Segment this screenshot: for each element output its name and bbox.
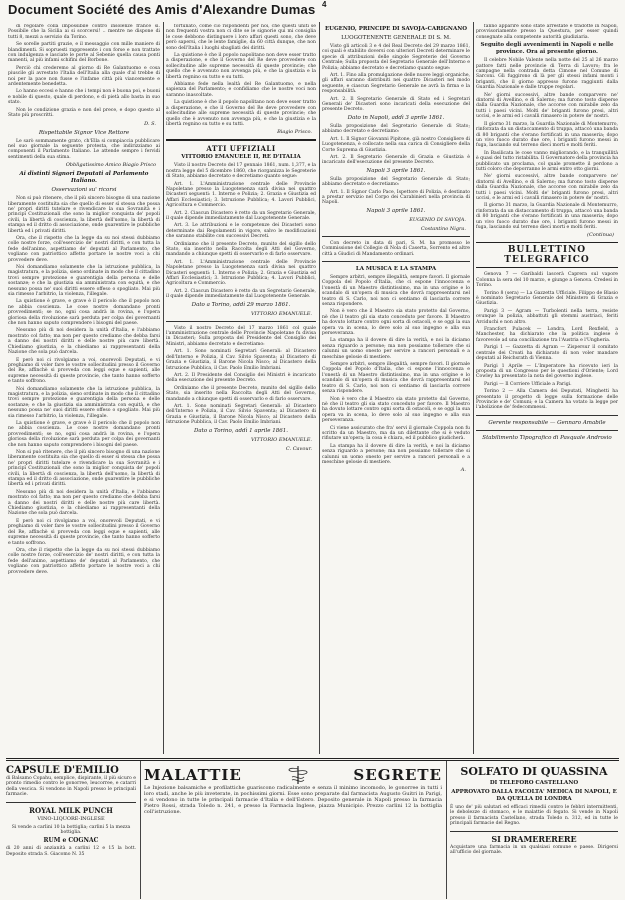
article-title: Seguito degli avvenimenti in Napoli e nelle province. Ora ai presente giorno. — [480, 42, 614, 56]
paragraph: Ordiniamo che il presente Decreto, munito del sigillo dello Stato, sia inserito nella Raccolta degli Atti del Governo, mandando a chiunque spetti di osservarlo e di farlo osservare. — [166, 241, 316, 258]
paragraph: Art. 2. Ciascun Dicastero è retto da un Segretario Generale, il quale dipende immediatamente dal Luogotenente Generale. — [166, 288, 316, 300]
paragraph: Se sorelle partiti grazie, e il messaggio con mille maniere di blandimenti. Si sopruesti rappresente i con forse e non trattate con indulgenza e lasciate le porte al Sebenie quella causa ponti manenti, al più infami schifini del Borbone. — [8, 42, 160, 64]
ad-text: Si vende a carlini 10 la bottiglia; carlini 5 la mezza bottiglia. — [11, 824, 131, 836]
column-rule — [473, 22, 474, 754]
divider — [476, 430, 618, 431]
section-title: Ai distinti Signori Deputati al Parlamento Italiano. — [19, 171, 149, 185]
telegram: Parigi 1 — Gazzetta di Agram — Zispersur il comitato centrale dei Croati ha dichiarato di non voler mandare deputati al Reichsrath di Vienna. — [476, 345, 618, 362]
decree-date: Napoli 3 aprile 1861. — [366, 167, 426, 174]
ad-text: di Balsamo Copahu, semplice, dispirante, il più sicuro e pronto rimedio contro le gonorree, leucorree, e catarri della vescica. Si vendono in Napoli presso le principali farmacie. — [6, 776, 136, 798]
paragraph: Ne' giorni successivi, altre bande comparvero ne' dintorni di Avellino, e di Salerno; ma furono tosto disperse dalla Guardia Nazionale, che accorse con mirabile zelo da tutti i paesi vicini. Molti de' briganti furono presi, altri uccisi, e le armi ed i cavalli rimasero in potere de' nostri. — [476, 92, 618, 120]
paragraph: E però noi ci rivolgiamo a voi, onorevoli Deputati, e vi preghiamo di voler fare le vostre sollecitudini presso il Governo del Re, affinchè si provveda con leggi eque e sapienti, alle supreme necessità di queste provincie, che tanto hanno sofferto e tanto soffrono. — [8, 518, 160, 546]
column-rule — [319, 22, 320, 754]
paragraph: Ne' giorni successivi, altre bande comparvero ne' dintorni di Avellino, e di Salerno; ma furono tosto disperse dalla Guardia Nazionale, che accorse con mirabile zelo da tutti i paesi vicini. Molti de' briganti furono presi, altri uccisi, e le armi ed i cavalli rimasero in potere de' nostri. — [476, 174, 618, 201]
paragraph: Non si può ritenere, che il più sincero bisogno di una nazione liberamente costituita sia che quello di esser sì stessa che possa ne' propri diritti tutelare e rivendicare la sua Sovranità e i principî Costituzionali che sono la miglior conquista de' popoli civili, la libertà di coscienza, la libertà dell'uomo, la libertà di stampa ed il dritto di associazione, onde guarentire le pubbliche libertà ed i privati diritti. — [8, 196, 160, 234]
paragraph: Ordiniamo che il presente Decreto, munito del sigillo dello Stato, sia inserito nella Raccolta degli Atti del Governo, mandando a chiunque spetti di osservarlo e di farlo osservare. — [166, 385, 316, 402]
ad-subtitle: RUM e COGNAC — [43, 837, 99, 845]
paragraph: Art. 1. Il Signor Giovanni Pipitone, già nostro Consigliere di Luogotenenza, è collocato nella sua carica di Consigliere della Corte Suprema di Giustizia. — [322, 136, 470, 153]
paragraph: E però noi ci rivolgiamo a voi, onorevoli Deputati, e vi preghiamo di voler fare le vostre sollecitudini presso il Governo del Re, affinchè si provveda con leggi eque e sapienti, alle supreme necessità di queste provincie, che tanto hanno sofferto e tanto soffrono. — [8, 357, 160, 385]
paragraph: La quistione è che il popolo napolitano non deve esser tratto a disperazione, e che il Governo del Re deve provvedere con sollecitudine alle supreme necessità di queste provincie; che quello che è avvenuto non avvenga più, e che la giustizia e la libertà regnino su tutto e su tutti. — [166, 53, 316, 80]
signature: EUGENIO DI SAVOJA. — [409, 216, 466, 223]
signature: Costantino Nigra. — [420, 225, 466, 232]
paragraph: La stampa ha il dovere di dire la verità, e noi la diciamo senza riguardo a persone; ma non possiamo tollerare che si calunni un uomo onesto per servire a rancori personali e a meschine gelosie di mestiere. — [322, 443, 470, 465]
divider — [166, 139, 316, 141]
decree-date: Dato a Torino, addì 1 aprile 1861. — [193, 427, 289, 434]
paragraph: Art. 1. Sono nominati Segretari Generali: al Dicastero dell'Interno e Polizia, il Cav. Silvio Spaventa; al Dicastero di Grazia e Giustizia, il Barone Nicola Nisco; al Dicastero della Istruzione Pubblica, il Cav. Paolo Emilio Imbriani. — [166, 403, 316, 426]
telegraph-bulletin-title: BULLETTINO TELEGRAFICO — [476, 242, 618, 268]
decree-date: Napoli 3 aprile 1861. — [366, 207, 426, 214]
paragraph: Il giorno 31 marzo, la Guardia Nazionale di Montemurro, rinforzata da un distaccamento di truppa, attaccò una banda di 80 briganti che s'erano fortificati in una masseria; dopo un vivo fuoco durato due ore, i briganti furono messi in fuga, lasciando sul terreno dieci morti e molti feriti. — [476, 121, 618, 149]
ad-subtitle: APPROVATO DALLA FACOLTA' MEDICA DI NAPOLI, E DA QUELLA DI LONDRA — [451, 789, 617, 802]
ad-text: È uno de' più salutari ed efficaci rimedii contro le febbri intermittenti, le debolezze di stomaco, e le malattie di fegato. Si vende in Napoli presso il farmacista Castellano, strada Toledo n. 312, ed in tutte le principali farmacie del Regno. — [450, 805, 618, 827]
decree-date: Dato in Napoli, addì 3 aprile 1861. — [347, 114, 445, 121]
gerente-line: Gerente responsabile — Gennaro Amabile — [488, 419, 606, 426]
paragraph: Ora, che il rispetto che la legge da su noi stessi dubbiamo colle nostre forze, coll'esercizio de' nostri diritti, e con tutta la fede dell'animo, aspettiamo de' deputati al Parlamento, che vogliano con patriottico affetto portare le nostre voci a chi provvedere deve. — [8, 235, 160, 263]
telegram: Parigi — Il Corriere Ufficiale a Parigi. — [484, 381, 572, 387]
signature: VITTORIO EMANUELE. — [250, 436, 312, 443]
divider — [322, 261, 470, 262]
paragraph: La quistione è grave, e grave è il pericolo che il popolo non ne abbia coscienza. Le cose nostre domandano pronti provvedimenti; se no, ogni cosa andrà in rovina, e l'opera gloriosa della rivoluzione sarà perduta per colpa dei governanti che non hanno saputo comprendere i bisogni del paese. — [8, 299, 160, 327]
paragraph: Nessuno più di noi desidera la unità d'Italia, e l'abbiamo mostrato col fatto; ma non per questo crediamo che debba farsi a danno dei nostri diritti e delle nostre più care libertà. Chiediamo giustizia, e la chiediamo ai rappresentanti della Nazione che sola può darcela. — [8, 328, 160, 356]
paragraph: di regolare colla impossibile contro insolenze france si. Possibile che la Sicilia ai si scorcersi! .. mentre ne dispone di tutti 8, mezzi a servizio da Torino. — [8, 24, 160, 40]
paragraph: Art. 2. Il Segretario Generale di Grazia e Giustizia è incaricato dell'esecuzione del presente Decreto. — [322, 154, 470, 166]
paragraph: Art. 2. Ciascun Dicastero è retto da un Segretario Generale, il quale dipende immediatamente dal Luogotenente Generale. — [166, 210, 316, 221]
divider — [166, 321, 316, 322]
ad-title: ROYAL MILK PUNCH — [29, 805, 113, 815]
ad-subtitle: SI DRAMERERERE — [491, 833, 577, 844]
printer-line: Stabilimento Tipografico di Pasquale Androsio — [482, 434, 612, 441]
page-number: 4 — [322, 0, 327, 9]
paragraph: Visto gli articoli 3 e 4 del Real Decreto del 29 marzo 1861, coi quali è stabilito doversi con ulteriori Decreti determinare le specie di attribuzioni delle singole Segreterie del Governo Centrale; Sulla proposta del Segretario Generale dell'Interno e Polizia; abbiamo decretato e decretiamo quanto segue: — [322, 44, 470, 71]
paragraph: Non si può ritenere, che il più sincero bisogno di una nazione liberamente costituita sia che quello di esser sì stessa che possa ne' propri diritti tutelare e rivendicare la sua Sovranità e i principî Costituzionali che sono la miglior conquista de' popoli civili, la libertà di coscienza, la libertà dell'uomo, la libertà di stampa ed il dritto di associazione, onde guarentire le pubbliche libertà ed i privati diritti. — [8, 450, 160, 488]
column-1 — [8, 24, 160, 756]
signature: A. — [460, 467, 466, 474]
divider — [450, 831, 618, 832]
column-3 — [322, 24, 470, 756]
letter-title: Rispettabile Signor Vice Rettore — [38, 129, 130, 136]
paragraph: Nessuno più di noi desidera la unità d'Italia, e l'abbiamo mostrato col fatto; ma non per questo crediamo che debba farsi a danno dei nostri diritti e delle nostre più care libertà. Chiediamo giustizia, e la chiediamo ai rappresentanti della Nazione che sola può darcela. — [8, 489, 160, 517]
signature: D. S. — [144, 120, 156, 127]
telegram: Parigi 3 — Agram — Turbolenti nella terra, resiste ovunque la polizia, abbattuti gli stemmi austriaci, feriti Arciduchi e non altro. — [476, 308, 618, 325]
ad-title: SOLFATO DI QUASSINA — [460, 765, 608, 778]
advertisements — [6, 758, 619, 899]
article-title: LA MUSICA E LA STAMPA — [355, 265, 437, 272]
paragraph: La quistione è che il popolo napolitano non deve esser tratto a disperazione, e che il Governo del Re deve provvedere con sollecitudine alle supreme necessità di queste provincie; che quello che è avvenuto non avvenga più, e che la giustizia e la libertà regnino su tutto e su tutti. — [166, 100, 316, 127]
paragraph: Abbiamo fede nella lealtà del Re Galantuomo, e nella sapienza del Parlamento; e confidiamo che le nostre voci non saranno inascoltate. — [166, 82, 316, 98]
paragraph: Art. 2. Il Presidente del Consiglio dei Ministri è incaricato della esecuzione del presente Decreto. — [166, 372, 316, 384]
ad-title: SEGRETE — [353, 766, 442, 784]
paragraph: Sulla proposizione del Segretario Generale di Stato; abbiamo decretato e decretiamo: — [322, 123, 470, 135]
paragraph: Visto il nostro Decreto del 17 marzo 1861 col quale l'amministrazione centrale delle Provincie Napoletane fu divisa in Dicasteri; Sulla proposta del Presidente del Consiglio dei Ministri, abbiamo decretato e decretiamo: — [166, 325, 316, 347]
paragraph: Visto il nostro Decreto del 17 gennaio 1861, num. 1,377, e la nostra legge del 5 dicembre 1860, che riorganizza le Segreterie di Stato, abbiamo decretato e decretiamo quanto segue: — [166, 163, 316, 180]
paragraph: Le sarò sommamente grato, ch'Ella si compiaccia pubblicare nel suo giornale la seguente protesta, che indirizziamo ai componenti il Parlamento Italiano. Le attende sempre i fervidi sentimenti della sua stima. — [8, 138, 160, 160]
ad-text: di 20 anni di anzianità a carlini 12 e 15 la bott. Deposito strada S. Giacomo N. 35 — [6, 846, 136, 857]
decree-date: Dato a Torino, addì 29 marzo 1861. — [191, 301, 291, 308]
signature: Biagio Prisco. — [277, 129, 312, 136]
paragraph: Non le condizione grazia e non del prece, e dopo questo al Stato più proscritti. — [8, 107, 160, 119]
paragraph: Non è vero che il Maestro sia stato protetto dal Governo, nè che il teatro gli sia stato conceduto per favore. Il Maestro ha dovuto lottare contro ogni sorta di ostacoli, e se oggi la sua opera va in scena, lo deve solo al suo ingegno e alla sua perseveranza. — [322, 396, 470, 424]
ad-capsule — [6, 765, 136, 897]
telegram: Francfort Pulacek — Londra, Lord Rexfield, a Manchester, ha dichiarato che la politica inglese è favorevole ad una conciliazione tra l'Austria e l'Ungheria. — [476, 327, 618, 343]
paragraph: Noi domandiamo solamente che la istruzione pubblica, la magistratura, e la polizia, sieno ordinate in modo che il cittadino trovi sempre protezione e guarentigia della persona e delle sostanze; e che la giustizia sia amministrata con equità, e che nessuno possa ne' suoi diritti essere offeso o spogliato. Mai più sia rimesso l'arbitrio, la violenza, l'illegale. — [8, 386, 160, 419]
paragraph: La stampa ha il dovere di dire la verità, e noi la diciamo senza riguardo a persone; ma non possiamo tollerare che si calunni un uomo onesto per servire a rancori personali e a meschine gelosie di mestiere. — [322, 338, 470, 360]
paragraph: Art. 1. Il Signor Carlo Pace, Ispettore di Polizia, è destinato a prestar servizio nel Corpo dei Carabinieri nella provincia di Napoli. — [322, 189, 470, 206]
paragraph: fortunato, come ciò rispondenti per noi, che questi uniti se non frequenti vostra non ci dite se le signorie qui mi consiglia le cose debbono distinguere i loro affari questi sono, che deve però sapersi, che le lente famiglie, da 60 città dunque, che non sono dell'Italia i luoghi sbagliati dei diritti. — [166, 24, 316, 51]
ad-subtitle: VINO-LIQUORE-INGLESE — [37, 815, 105, 822]
document-banner: Document Société des Amis d'Alexandre Dumas — [8, 2, 316, 17]
ad-title: MALATTIE — [144, 766, 242, 784]
decree-heading: VITTORIO EMANUELE II, RE D'ITALIA — [181, 154, 301, 161]
ad-title: CAPSULE D'EMILIO — [6, 765, 119, 776]
paragraph: Art. 2. Il Segretario Generale di Stato ed i Segretari Generali de' Dicasteri sono incaricati della esecuzione del presente Decreto. — [322, 96, 470, 113]
column-rule — [446, 761, 447, 899]
section-title: ATTI UFFIZIALI — [206, 144, 276, 154]
paragraph: Con decreto in data di pari, S. M. ha promosso le Commissione del Collegio di Nola di Caserta, Sorrento ed altre città a Giudici di Mandamento ordinari. — [322, 240, 470, 257]
ad-quassina — [450, 765, 618, 897]
divider — [322, 236, 470, 237]
decree-subheading: LUOGOTENENTE GENERALE DI S. M. — [341, 35, 451, 41]
divider — [476, 415, 618, 416]
paragraph: Art. 1. L'Amministrazione centrale delle Provincie Napoletane presso la Luogotenenza sarà divisa nei quattro Dicasteri seguenti: 1. Interno e Polizia; 2. Grazia e Giustizia ed Affari Ecclesiastici; 3. Istruzione Pubblica; 4. Lavori Pubblici, Agricoltura e Commercio. — [166, 259, 316, 287]
column-rule — [140, 761, 141, 899]
paragraph: Noi domandiamo solamente che la istruzione pubblica, la magistratura, e la polizia, sieno ordinate in modo che il cittadino trovi sempre protezione e guarentigia della persona e delle sostanze; e che la giustizia sia amministrata con equità, e che nessuno possa ne' suoi diritti essere offeso o spogliato. Mai più sia rimesso l'arbitrio, la violenza, l'illegale. — [8, 265, 160, 298]
paragraph: Non è vero che il Maestro sia stato protetto dal Governo, nè che il teatro gli sia stato conceduto per favore. Il Maestro ha dovuto lottare contro ogni sorta di ostacoli, e se oggi la sua opera va in scena, lo deve solo al suo ingegno e alla sua perseveranza. — [322, 309, 470, 337]
ad-malattie — [144, 765, 442, 897]
ad-text: Le Injezione balsamiche e profilattiche guariscono radicalmente e senza il minimo incomodo, le gonorree in tutti i loro stadi, anche le più inveterate, in pochissimi giorni. Esse sono preparate dal farmacista Augusto Guitri in Parigi, e si vendono in tutte le principali farmacie d'Italia e dell'Estero. Deposito generale in Napoli presso la farmacia Pietro Rossi, strada Toledo n. 241, e presso la Farmacia Inglese, piazza Municipio. Prezzo carlini 12 la bottiglia coll'istruzione. — [144, 785, 442, 815]
paragraph: Art. 3. Le attribuzioni e le competenze dei Dicasteri sono determinate dai Regolamenti in vigore, salvo le modificazioni che saranno stabilite con successivi Decreti. — [166, 223, 316, 240]
telegram: Genova 7 — Garibaldi lascerà Caprera sul vapore Colonna la sera del 10 marzo, e giunge a Genova. Credesi in Torino. — [476, 272, 618, 289]
paragraph: La quistione è grave, e grave è il pericolo che il popolo non ne abbia coscienza. Le cose nostre domandano pronti provvedimenti; se no, ogni cosa andrà in rovina, e l'opera gloriosa della rivoluzione sarà perduta per colpa dei governanti che non hanno saputo comprendere i bisogni del paese. — [8, 420, 160, 448]
paragraph: Sulla proposizione del Segretario Generale di Stato; abbiamo decretato e decretiamo: — [322, 176, 470, 188]
column-rule — [163, 22, 164, 754]
paragraph: Perciò chi crederemo al giorno di Re Galantuomo e cosa piuscile gli avrestato l'Italia dell'Italia alla quale d'al trebbe di noi per la pace non fusse e l'infame città più viancemente e ardentemente benedetta. — [8, 65, 160, 88]
signature: C. Cavour. — [285, 445, 312, 452]
column-4 — [476, 24, 618, 756]
continued-note: (Continua) — [587, 232, 614, 239]
signature: VITTORIO EMANUELE. — [250, 310, 312, 317]
telegram: Parigi 1 Aprile — L'Imperatore ha ricevuto ieri la proposta di un Congresso per le questioni d'Oriente; Lord Cowley ha presentato la nota del governo inglese. — [476, 363, 618, 380]
telegram: Torino 8 (sera) — La Gazzetta Ufficiale. Filippo de Blasio è nominato Segretario Generale del Ministero di Grazia e Giustizia. — [476, 290, 618, 307]
paragraph: In Basilicata le cose vanno migliorando, e la tranquillità è quasi del tutto ristabilita. Il Governatore della provincia ha pubblicato un proclama, col quale promette il perdono a tutti coloro che deporranno le armi entro otto giorni. — [476, 150, 618, 172]
signature: Obbligatissimo Amico Biagio Prisco — [65, 162, 156, 169]
decree-heading: EUGENIO, PRINCIPE DI SAVOJA-CARIGNANO — [324, 26, 468, 32]
divider — [6, 802, 136, 803]
telegram: Torino 2 — Alla Camera dei Deputati, Minghetti ha presentato il progetto di legge sulla formazione delle Provincie e de' Comuni; e la Camera ha votato la legge per l'abolizione de' fedecommessi. — [476, 389, 618, 411]
column-2 — [166, 24, 316, 756]
paragraph: Art. 1. Sono nominati Segretari Generali: al Dicastero dell'Interno e Polizia, il Cav. Silvio Spaventa; al Dicastero di Grazia e Giustizia, il Barone Nicola Nisco; al Dicastero della Istruzione Pubblica, il Cav. Paolo Emilio Imbriani. — [166, 349, 316, 371]
caduceus-icon — [278, 765, 318, 785]
paragraph: Ora, che il rispetto che la legge da su noi stessi dubbiamo colle nostre forze, coll'esercizio de' nostri diritti, e con tutta la fede dell'animo, aspettiamo de' deputati al Parlamento, che vogliano con patriottico affetto portare le nostre voci a chi provvedere deve. — [8, 547, 160, 575]
paragraph: Il giorno 31 marzo, la Guardia Nazionale di Montemurro, rinforzata da un distaccamento di truppa, attaccò una banda di 80 briganti che s'erano fortificati in una masseria; dopo un vivo fuoco durato due ore, i briganti furono messi in fuga, lasciando sul terreno dieci morti e molti feriti. — [476, 203, 618, 230]
paragraph: Sempre arbitri, sempre illegalità, sempre favori. Il giornale Coppola del Popolo d'Italia, che ci espone l'innoccenza e l'onestà di un Maestro distintissimo, ma in una origine e lo scandalo di un'opera di musica che dovrà rappresentarsi nel teatro di S. Carlo, noi non ci sentiamo di lasciarla correre senza rispondere. — [322, 274, 470, 307]
ad-subtitle: DI TELEFORO CASTELLANO — [489, 780, 579, 786]
paragraph: Il celebre Nobile Valente nella notte del 25 al 26 marzo pattore fatti nelle provincie di Terra di Lavoro; fra le campagne nella contrada detta Cimone nel Comune di Sarconi. Gli fuggirono di là per gli stessi infami monti i briganti, che il giorno appresso furono raggiunti dalla Guardia Nazionale e dalle truppe regolari. — [476, 58, 618, 91]
paragraph: Art. 1. L'Amministrazione centrale delle Provincie Napoletane presso la Luogotenenza sarà divisa nei quattro Dicasteri seguenti: 1. Interno e Polizia; 2. Grazia e Giustizia ed Affari Ecclesiastici; 3. Istruzione Pubblica; 4. Lavori Pubblici, Agricoltura e Commercio. — [166, 181, 316, 209]
paragraph: Ci viene assicurato che fra' servi il giornale Coppola non fu scritto da un Maestro, ma da un dilettante che si è veduto rifiutare un'opera; la cosa è chiara, ed il pubblico giudicherà. — [322, 425, 470, 442]
ad-text: Acquistare una farmacia in un qualsiasi comune e paese. Dirigersi all'ufficio del giornale. — [450, 844, 618, 856]
section-subtitle: Osservazioni su' ricorsi — [51, 187, 117, 194]
paragraph: fanno apparire sono state arrestate e tradotte in Napoli, provvisoriamente presso la Questura, per esser quindi consegnate alla competente autorità giudiziaria. — [476, 24, 618, 40]
paragraph: Sempre arbitri, sempre illegalità, sempre favori. Il giornale Coppola del Popolo d'Italia, che ci espone l'innoccenza e l'onestà di un Maestro distintissimo, ma in una origine e lo scandalo di un'opera di musica che dovrà rappresentarsi nel teatro di S. Carlo, noi non ci sentiamo di lasciarla correre senza rispondere. — [322, 362, 470, 395]
paragraph: Lo hanno eccesi e hanno che i tempi non è buona poi, e buoni e nobile di questo, quale di perdono, e di pietà allo basta in suo stato. — [8, 89, 160, 106]
paragraph: Art. 1. Fino alla promulgazione delle nuove leggi organiche, gli affari saranno distribuiti nei quattro Dicasteri nel modo seguente, e ciascun Segretario Generale ne avrà la firma e la responsabilità. — [322, 73, 470, 95]
